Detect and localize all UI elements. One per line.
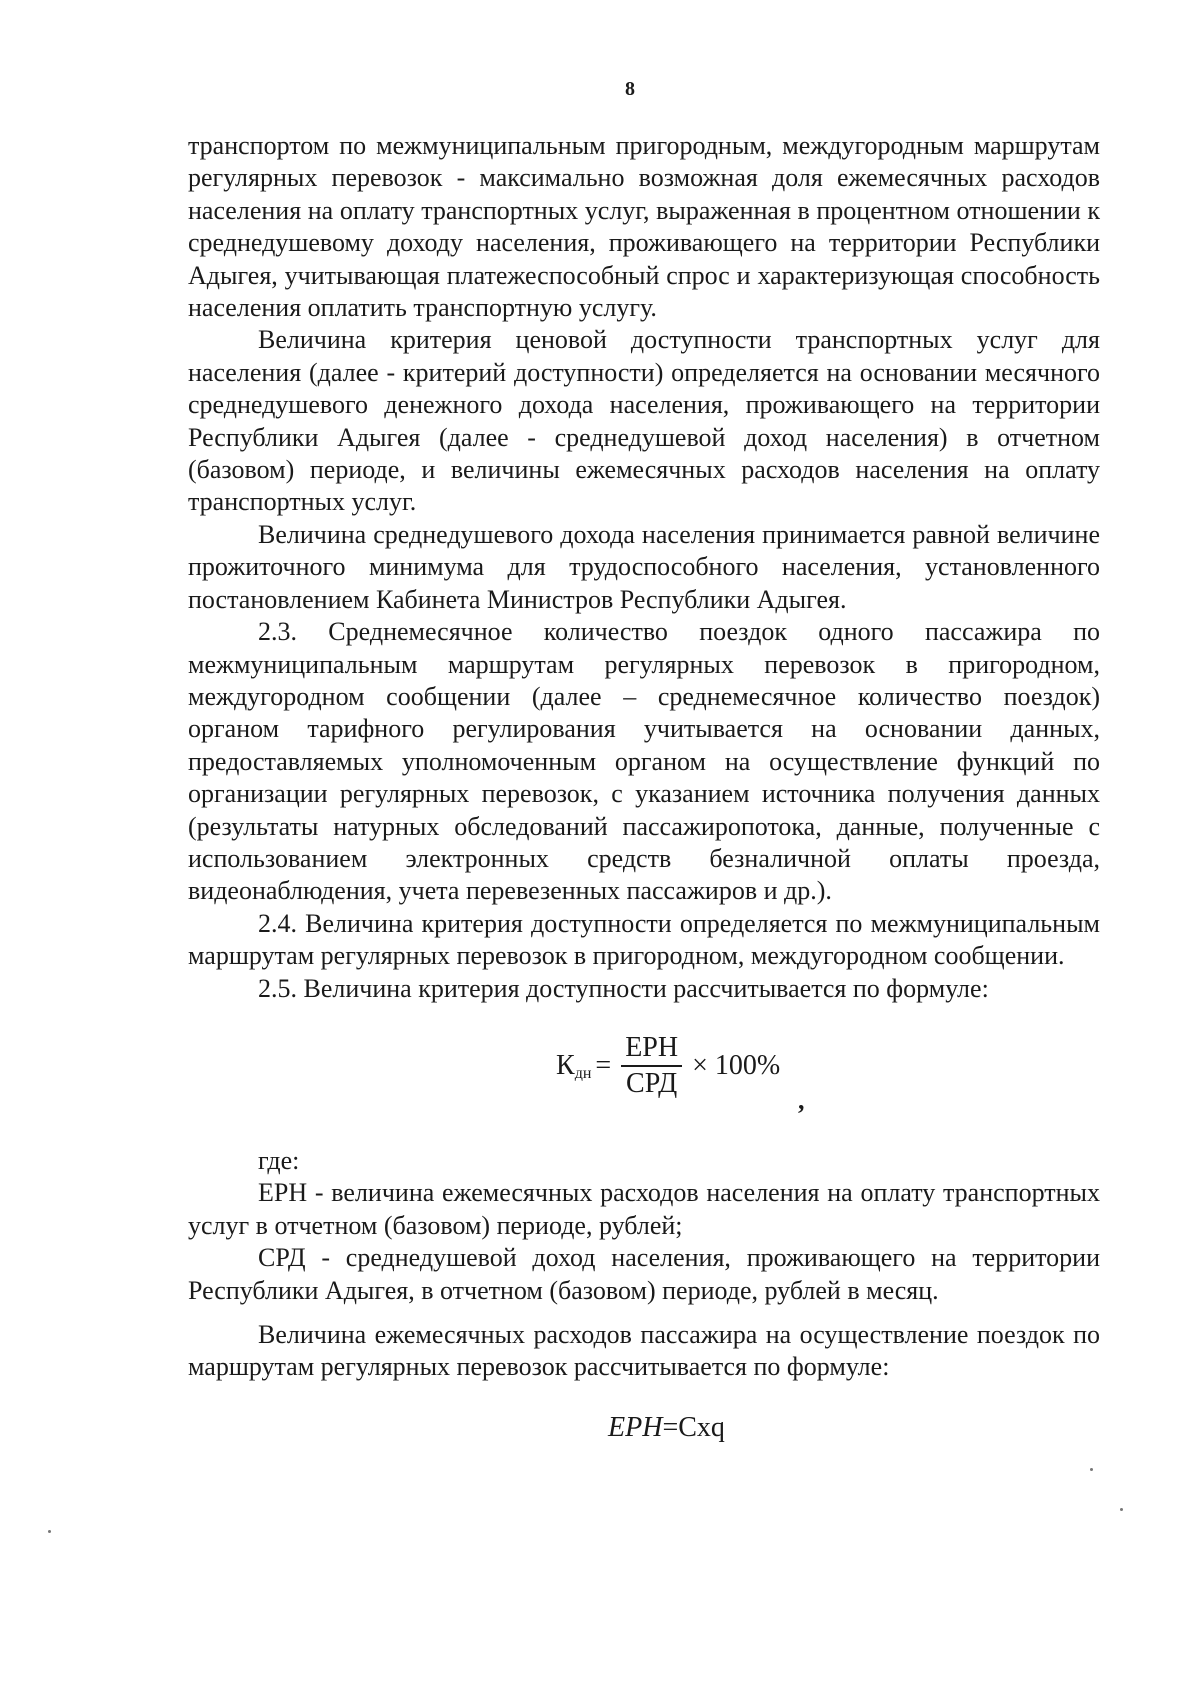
section-2-5: 2.5. Величина критерия доступности рассчитывается по формуле: xyxy=(258,973,989,1003)
formula-expression xyxy=(556,1033,780,1099)
scan-speck xyxy=(1090,1468,1093,1471)
where-label: где: xyxy=(258,1145,300,1175)
formula-equals: = xyxy=(662,1411,679,1443)
formula-lhs-subscript: дн xyxy=(574,1064,592,1082)
paragraph: транспортом по межмуниципальным пригородным, междугородным маршрутам регулярных перевозок - максимально возможная доля ежемесячных расходов населения на оплату транспортных услуг, выраженная в процентном отношении к среднедушевому доходу населения, проживающего на территории Республики Адыгея, учитывающая платежеспособный спрос и характеризующая способность населения оплатить транспортную услугу. xyxy=(188,131,1100,323)
definition-erh: ЕРН - величина ежемесячных расходов населения на оплату транспортных услуг в отчетном (базовом) периоде, рублей; xyxy=(188,1178,1100,1240)
page-number: 8 xyxy=(625,78,635,100)
section-2-3: 2.3. Среднемесячное количество поездок одного пассажира по межмуниципальным маршрутам регулярных перевозок в пригородном, междугородном сообщении (далее – среднемесячное количество поездок) органом тарифного регулирования учитывается на основании данных, предоставляемых уполномоченным органом на осуществление функций по организации регулярных перевозок, с указанием источника получения данных (результаты натурных обследований пассажиропотока, данные, полученные с использованием электронных средств безналичной оплаты проезда, видеонаблюдения, учета перевезенных пассажиров и др.). xyxy=(188,617,1100,906)
formula-lhs: ЕРН xyxy=(608,1411,663,1443)
document-body xyxy=(188,130,1100,1464)
formula-multiplier: × 100% xyxy=(692,1049,781,1081)
scan-speck xyxy=(1120,1508,1123,1511)
scan-speck xyxy=(48,1530,51,1533)
formula-trailing-comma: , xyxy=(798,1085,805,1115)
paragraph: Величина критерия ценовой доступности транспортных услуг для населения (далее - критерий доступности) определяется на основании месячного среднедушевого денежного дохода населения, проживающего на территории Республики Адыгея (далее - среднедушевой доход населения) в отчетном (базовом) периоде, и величины ежемесячных расходов населения на оплату транспортных услуг. xyxy=(188,325,1100,517)
formula-expression xyxy=(608,1412,725,1444)
formula-lhs: К xyxy=(556,1049,575,1081)
formula-numerator: ЕРН xyxy=(621,1033,682,1067)
formula-rhs: Cxq xyxy=(678,1411,725,1443)
definition-srd: СРД - среднедушевой доход населения, проживающего на территории Республики Адыгея, в отчетном (базовом) периоде, рублей в месяц. xyxy=(188,1243,1100,1305)
formula-denominator: СРД xyxy=(626,1067,678,1099)
paragraph: Величина среднедушевого дохода населения принимается равной величине прожиточного минимума для трудоспособного населения, установленного постановлением Кабинета Министров Республики Адыгея. xyxy=(188,519,1100,614)
section-2-4: 2.4. Величина критерия доступности определяется по межмуниципальным маршрутам регулярных перевозок в пригородном, междугородном сообщении. xyxy=(188,908,1100,971)
formula-monthly-expenses xyxy=(188,1384,1100,1464)
formula-availability-criterion xyxy=(188,1005,1100,1145)
formula-fraction xyxy=(621,1033,682,1099)
paragraph: Величина ежемесячных расходов пассажира на осуществление поездок по маршрутам регулярных перевозок рассчитывается по формуле: xyxy=(188,1320,1100,1382)
formula-equals: = xyxy=(595,1049,612,1081)
